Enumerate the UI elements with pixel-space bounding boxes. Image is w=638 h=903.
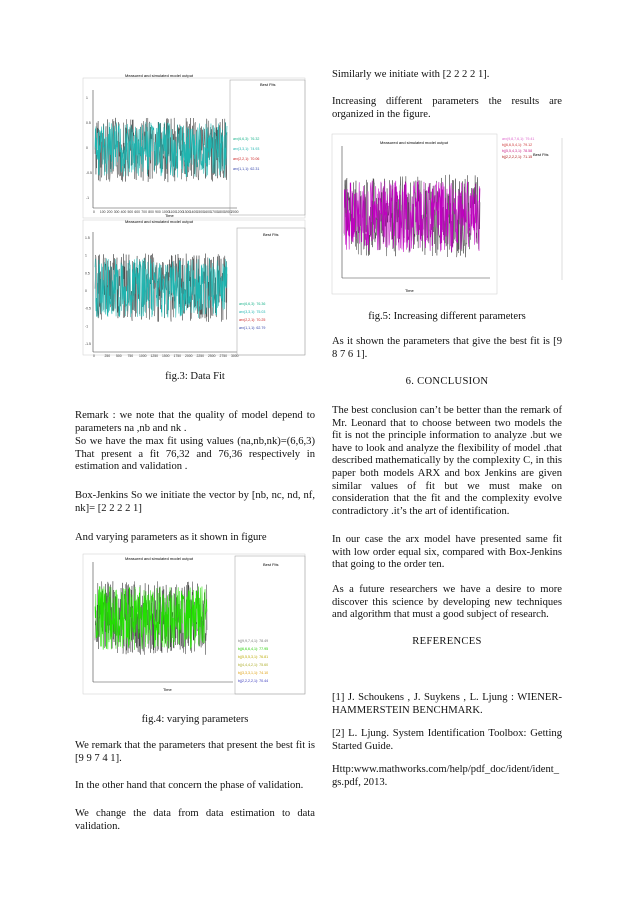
tick-label: 1100 xyxy=(168,210,177,214)
tick-label: 1500 xyxy=(162,354,170,358)
legend-entry: bj(2,2,2,2,1): 71.15 xyxy=(502,155,533,159)
fig3-bottom-legend-title: Best Fits xyxy=(263,232,279,237)
figure-4-plot xyxy=(75,552,315,702)
legend-entry: arx(6,6,3): 76.32 xyxy=(233,137,260,141)
legend-entry: bj(6,6,6,4,1): 77.95 xyxy=(238,647,269,651)
fig4-xlabel: Time xyxy=(163,687,172,692)
tick-label: 400 xyxy=(120,210,127,214)
tick-label: 900 xyxy=(155,210,161,214)
tick-label: 700 xyxy=(141,210,147,214)
legend-entry: bj(9,9,7,4,1): 78.49 xyxy=(238,639,269,643)
legend-entry: bj(2,2,2,2,1): 70.44 xyxy=(238,679,269,683)
references-heading: REFERENCES xyxy=(412,636,482,647)
tick-label: 250 xyxy=(104,354,111,358)
best-fit-shown-paragraph: As it shown the parameters that give the best fit is [9 8 7 6 1]. xyxy=(332,336,562,360)
tick-label: 300 xyxy=(113,210,120,214)
tick-label: 800 xyxy=(148,210,154,214)
conclusion-heading: 6. CONCLUSION xyxy=(405,376,489,387)
tick-label: 600 xyxy=(134,210,141,214)
reference-3: Http:www.mathworks.com/help/pdf_doc/ident/ident_gs.pdf, 2013. xyxy=(332,764,560,788)
fig3-bottom-title: Measured and simulated model output xyxy=(125,219,194,224)
conclusion-paragraph: The best conclusion can’t be better than the remark of Mr. Leonard that to choose between two models the fit is not the principle information to analyze .but we have to look and analyze the flexibility of model .that described mathematically by the complexity C, in this paper both models ARX and box Jenkins are given similar values of fit but we must make on consideration that the fit and the complexity evolve contradictory .it’s the art of identification. xyxy=(332,405,562,517)
legend-entry: arx(2,2,1): 70.06 xyxy=(233,157,260,161)
tick-label: 500 xyxy=(127,210,134,214)
figure-5-caption: fig.5: Increasing different parameters xyxy=(368,311,526,322)
validation-paragraph: In the other hand that concern the phase of validation. xyxy=(75,780,304,791)
legend-entry: arx(3,3,1): 74.93 xyxy=(233,147,260,151)
fig5-side-label: Best Fits xyxy=(533,152,549,157)
tick-label: 100 xyxy=(99,210,106,214)
tick-label: 0 xyxy=(93,354,95,358)
figure-3-plot xyxy=(75,70,315,360)
remark-paragraph-1: Remark : we note that the quality of model depend to parameters na ,nb and nk . xyxy=(75,410,315,434)
legend-entry: bj(4,4,4,2,1): 75.60 xyxy=(238,663,269,667)
box-jenkins-paragraph: Box-Jenkins So we initiate the vector by [nb, nc, nd, nf, nk]= [2 2 2 2 1] xyxy=(75,490,315,514)
tick-label: 500 xyxy=(116,354,122,358)
tick-label: -1 xyxy=(86,196,90,200)
fig3-top-xlabel: Time xyxy=(165,213,174,218)
future-paragraph: As a future researchers we have a desire to more discover this science by developing new techniques and algorithm that must a good subject of research. xyxy=(332,584,562,621)
tick-label: 1500 xyxy=(196,210,205,214)
tick-label: 1900 xyxy=(224,210,232,214)
tick-label: 1750 xyxy=(173,354,182,358)
tick-label: 1400 xyxy=(189,210,198,214)
legend-entry: bj(6,6,5,4,1): 79.12 xyxy=(502,143,533,147)
figure-4 xyxy=(75,552,315,702)
similarly-paragraph: Similarly we initiate with [2 2 2 2 1]. xyxy=(332,69,490,80)
fig5-title: Measured and simulated model output xyxy=(380,140,449,145)
tick-label: 3000 xyxy=(231,354,239,358)
legend-entry: bj(5,5,5,3,1): 76.81 xyxy=(238,655,269,659)
tick-label: 2750 xyxy=(219,354,228,358)
tick-label: 0.5 xyxy=(86,121,91,125)
legend-entry: arx(3,3,1): 75.03 xyxy=(239,310,266,314)
tick-label: 1250 xyxy=(150,354,159,358)
figure-3-caption: fig.3: Data Fit xyxy=(165,371,225,382)
fig3-top-legend-title: Best Fits xyxy=(260,82,276,87)
tick-label: 1800 xyxy=(217,210,225,214)
figure-4-caption: fig.4: varying parameters xyxy=(141,714,249,725)
our-case-paragraph: In our case the arx model have presented same fit with low order equal six, compared with Box-Jenkins that going to the order ten. xyxy=(332,534,562,571)
best-fit-paragraph: We remark that the parameters that present the best fit is [9 9 7 4 1]. xyxy=(75,740,315,764)
tick-label: 750 xyxy=(127,354,134,358)
tick-label: -1 xyxy=(85,324,89,329)
tick-label: 2500 xyxy=(208,354,216,358)
legend-entry: arx(9,8,7,6,1): 79.41 xyxy=(502,137,535,141)
tick-label: 0.5 xyxy=(85,271,90,276)
tick-label: 0 xyxy=(85,289,87,293)
tick-label: 1000 xyxy=(139,354,147,358)
tick-label: 1.5 xyxy=(85,236,90,240)
legend-entry: bj(5,5,4,3,1): 78.58 xyxy=(502,149,533,153)
data-change-paragraph: We change the data from data estimation to data validation. xyxy=(75,808,315,832)
tick-label: 2250 xyxy=(196,354,205,358)
legend-entry: arx(2,2,1): 70.25 xyxy=(239,318,266,322)
fig5-xlabel: Time xyxy=(405,288,414,293)
tick-label: -0.5 xyxy=(85,306,91,311)
tick-label: 2000 xyxy=(185,354,193,358)
tick-label: -0.5 xyxy=(86,171,92,175)
reference-2: [2] L. Ljung. System Identification Toolbox: Getting Started Guide. xyxy=(332,728,562,752)
legend-entry: bj(3,3,3,1,1): 74.10 xyxy=(238,671,269,675)
remark-paragraph-2: So we have the max fit using values (na,nb,nk)=(6,6,3) That present a fit 76,32 and 76,36 respectively in estimation and validation . xyxy=(75,436,315,473)
reference-1: [1] J. Schoukens , J. Suykens , L. Ljung : WIENER-HAMMERSTEIN BENCHMARK. xyxy=(332,692,562,716)
tick-label: 1300 xyxy=(182,210,191,214)
figure-5-plot xyxy=(330,130,570,302)
figure-3 xyxy=(75,70,315,360)
tick-label: 1200 xyxy=(175,210,184,214)
legend-entry: arx(1,1,1): 62.79 xyxy=(239,326,266,330)
tick-label: 1000 xyxy=(162,210,170,214)
legend-entry: arx(1,1,1): 62.31 xyxy=(233,167,260,171)
tick-label: 0 xyxy=(86,146,88,150)
tick-label: 2000 xyxy=(231,210,239,214)
varying-paragraph: And varying parameters as it shown in figure xyxy=(75,532,267,543)
tick-label: 200 xyxy=(106,210,113,214)
tick-label: 1 xyxy=(85,253,87,258)
fig4-title: Measured and simulated model output xyxy=(125,556,194,561)
figure-5 xyxy=(330,130,570,302)
tick-label: 1 xyxy=(86,96,88,100)
tick-label: 1700 xyxy=(210,210,218,214)
legend-entry: arx(6,6,3): 76.36 xyxy=(239,302,266,306)
fig3-top-title: Measured and simulated model output xyxy=(125,73,194,78)
tick-label: 0 xyxy=(93,210,95,214)
increasing-paragraph: Increasing different parameters the results are organized in the figure. xyxy=(332,96,562,120)
tick-label: 1600 xyxy=(203,210,211,214)
tick-label: -1.5 xyxy=(85,342,91,346)
fig4-legend-title: Best Fits xyxy=(263,562,279,567)
